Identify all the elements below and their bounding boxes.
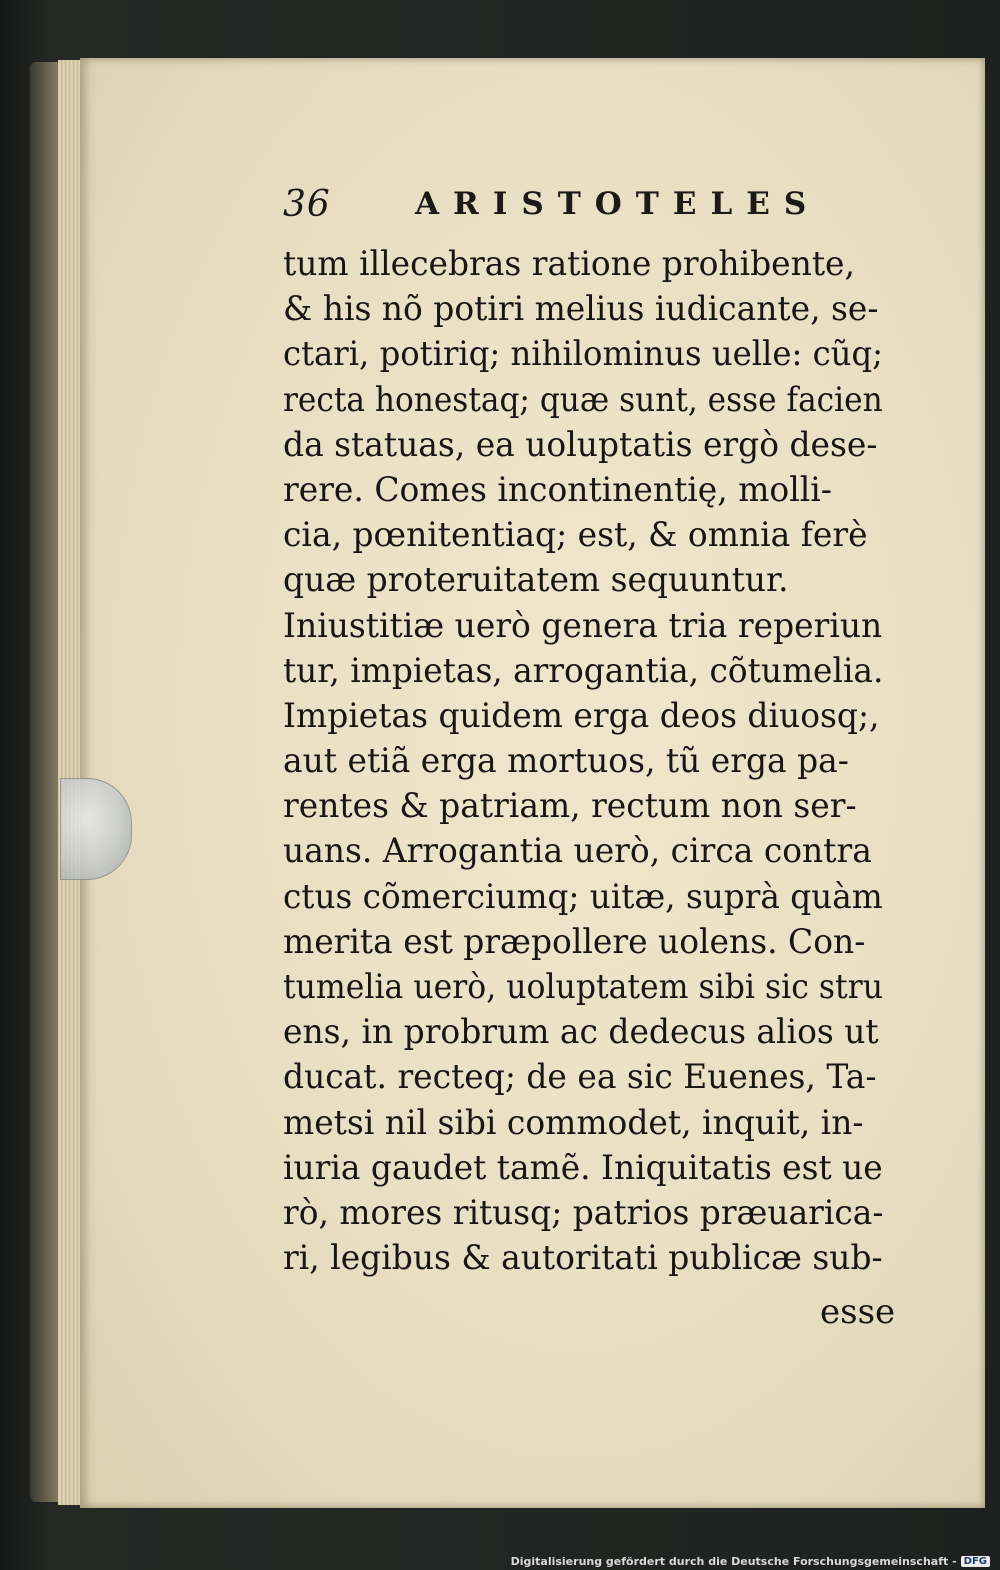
body-text xyxy=(283,242,903,1281)
text-line: ctari, potiriq; nihilominus uelle: cũq; xyxy=(283,334,884,375)
text-line: Impietas quidem erga deos diuosq;, xyxy=(283,695,880,736)
running-title: ARISTOTELES xyxy=(415,186,821,222)
text-line: rò, mores ritusq; patrios præuarica- xyxy=(283,1192,884,1233)
text-line: ri, legibus & autoritati publicæ sub- xyxy=(283,1238,883,1279)
text-line: ctus cõmerciumq; uitæ, suprà quàm xyxy=(283,876,883,917)
page-header xyxy=(283,180,883,230)
text-line: Iniustitiæ uerò genera tria reperiun xyxy=(283,605,883,646)
text-line: recta honestaq; quæ sunt, esse facien xyxy=(283,379,883,420)
catchword: esse xyxy=(820,1292,896,1332)
text-line: cia, pœnitentiaq; est, & omnia ferè xyxy=(283,515,868,556)
text-line: rentes & patriam, rectum non ser- xyxy=(283,786,857,827)
text-line: & his nõ potiri melius iudicante, se- xyxy=(283,289,879,330)
text-line: iuria gaudet tamẽ. Iniquitatis est ue xyxy=(283,1147,883,1188)
text-line: rere. Comes incontinentię, molli- xyxy=(283,469,832,510)
text-line: aut etiã erga mortuos, tũ erga pa- xyxy=(283,741,849,782)
text-line: ducat. recteq; de ea sic Euenes, Ta- xyxy=(283,1057,877,1098)
text-line: da statuas, ea uoluptatis ergò dese- xyxy=(283,424,878,465)
text-line: tur, impietas, arrogantia, cõtumelia. xyxy=(283,650,884,691)
dfg-logo: DFG xyxy=(961,1556,990,1567)
text-line: ens, in probrum ac dedecus alios ut xyxy=(283,1012,879,1053)
page-number: 36 xyxy=(283,184,331,225)
text-line: merita est præpollere uolens. Con- xyxy=(283,921,866,962)
digitization-credit xyxy=(511,1555,990,1568)
credit-text: Digitalisierung gefördert durch die Deutsche Forschungsgemeinschaft - xyxy=(510,1555,957,1568)
text-line: quæ proteruitatem sequuntur. xyxy=(283,560,789,601)
text-line: tumelia uerò, uoluptatem sibi sic stru xyxy=(283,967,883,1007)
text-line: metsi nil sibi commodet, inquit, in- xyxy=(283,1102,864,1143)
text-line: uans. Arrogantia uerò, circa contra xyxy=(283,831,872,872)
text-line: tum illecebras ratione prohibente, xyxy=(283,244,855,284)
